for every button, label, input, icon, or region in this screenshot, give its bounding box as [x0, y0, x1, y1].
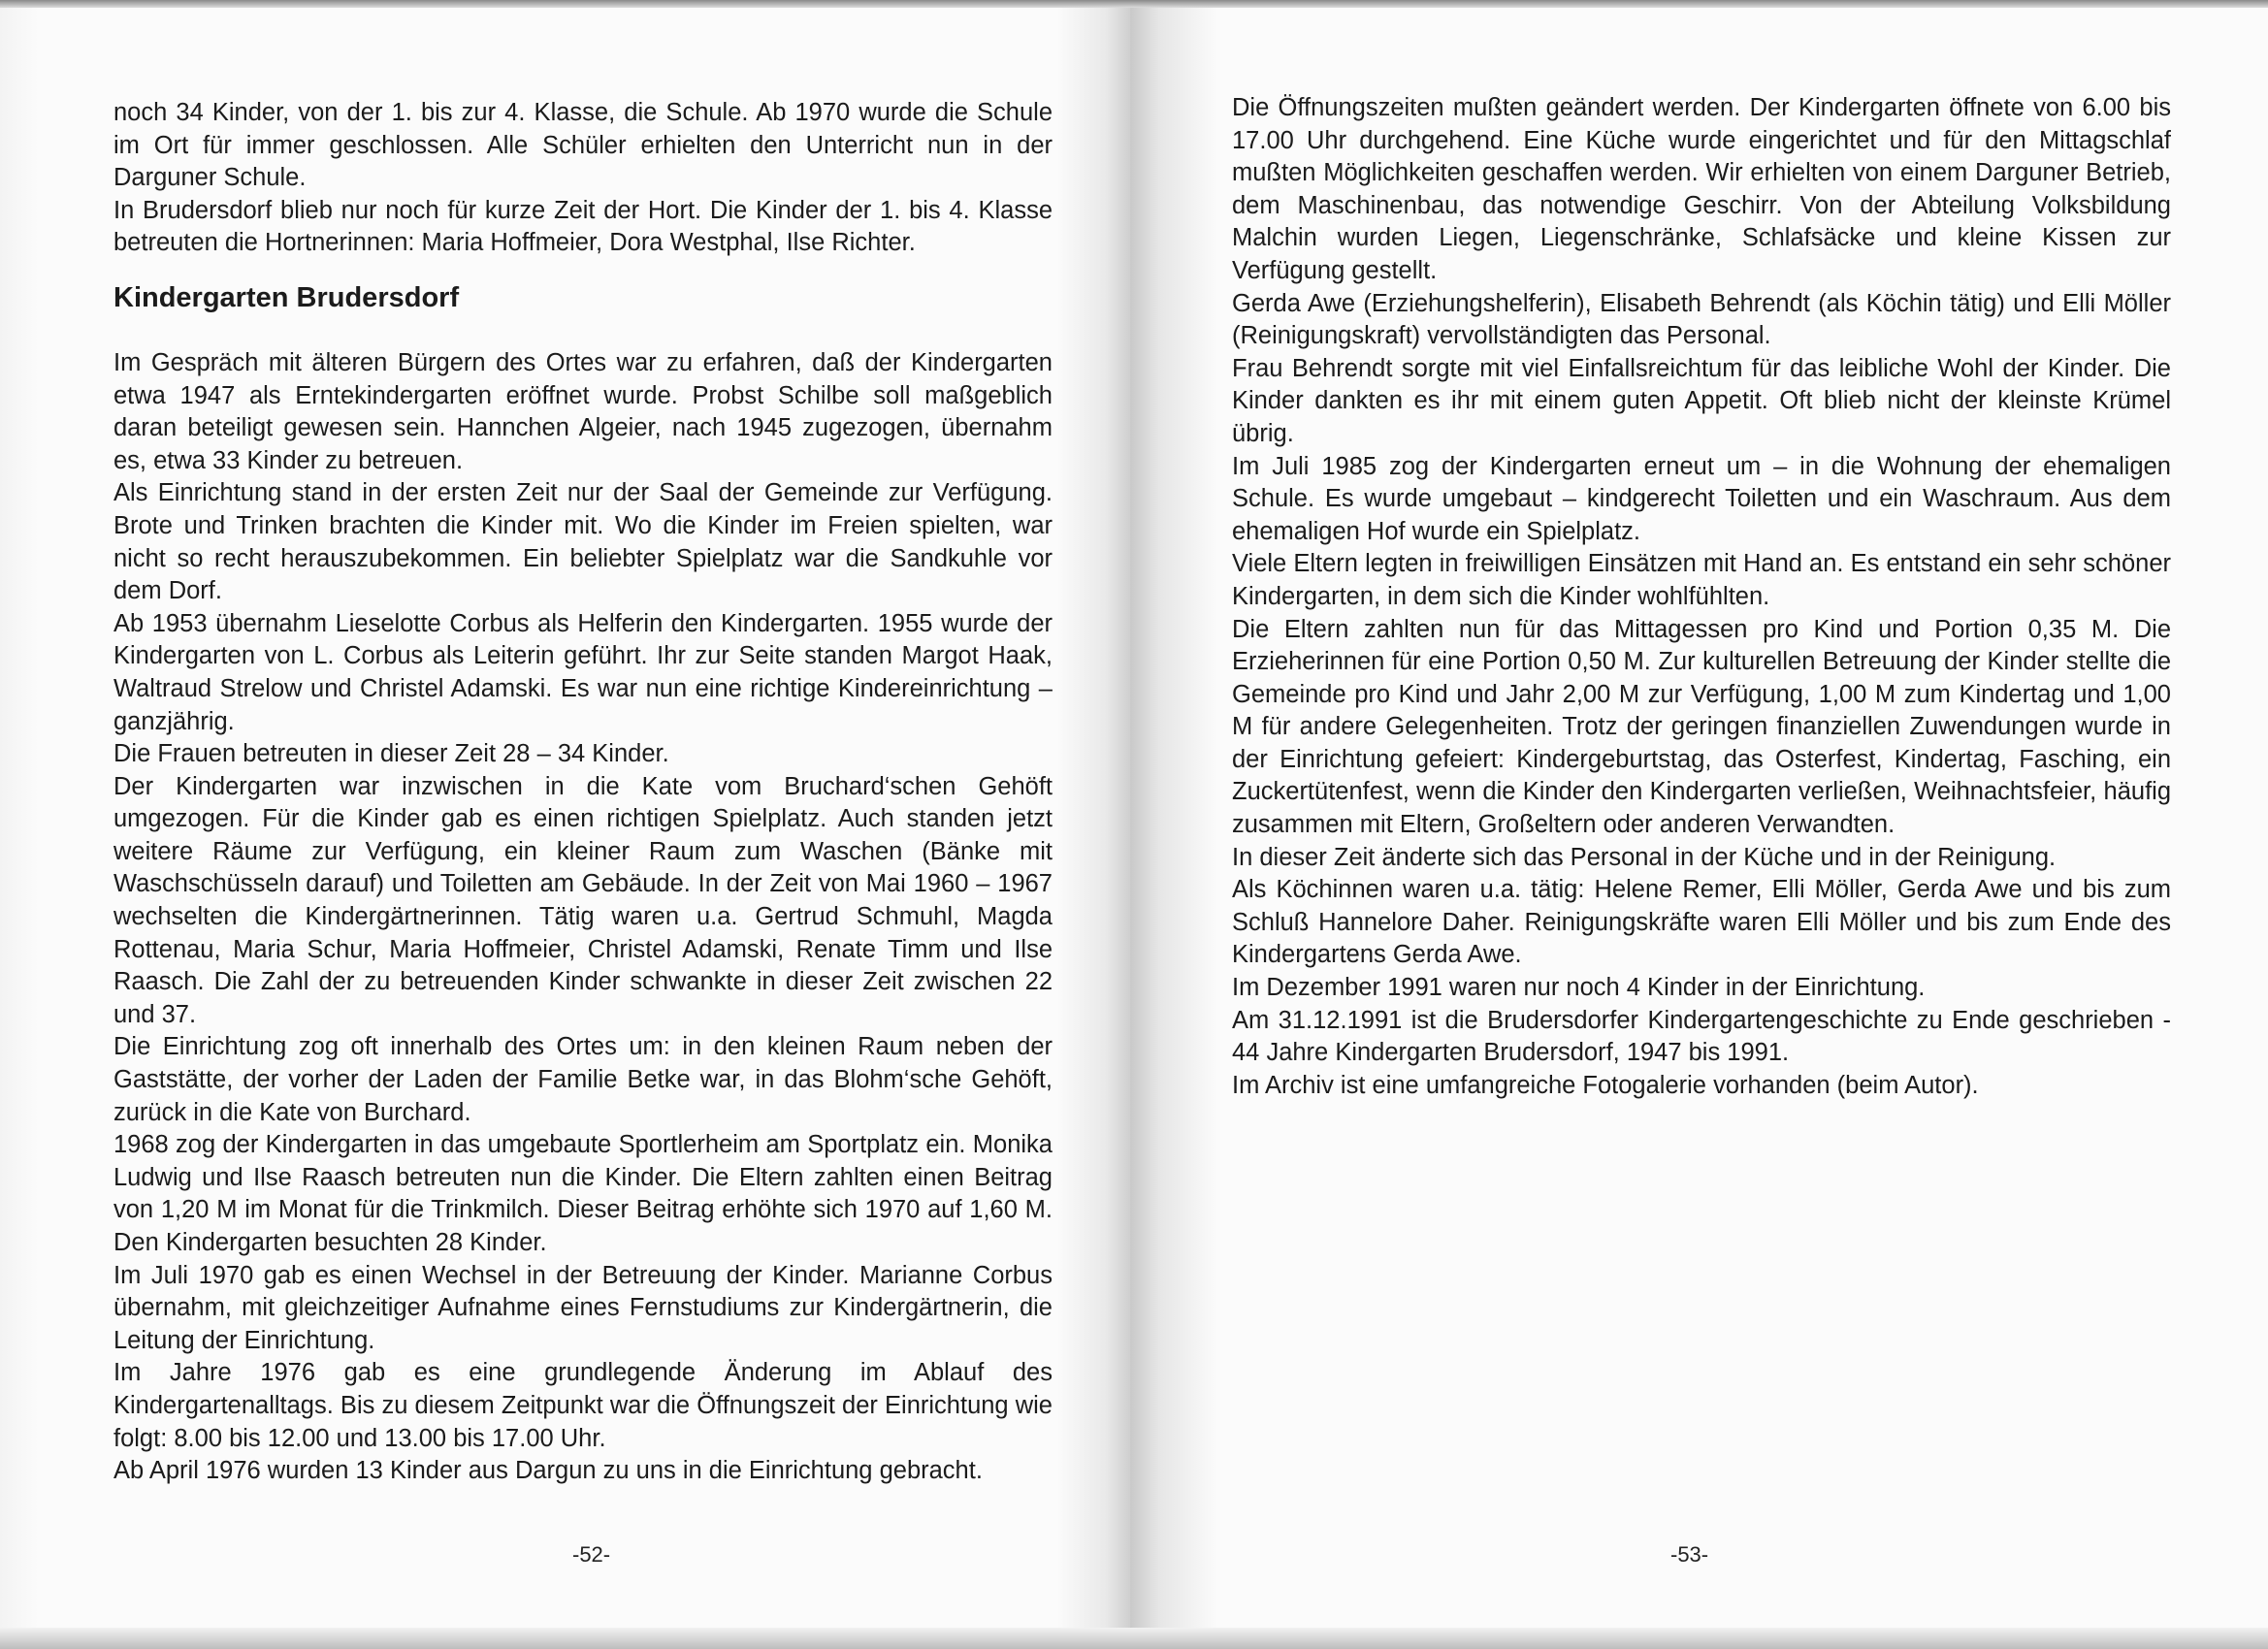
paragraph: Im Jahre 1976 gab es eine grundlegende Änderung im Ablauf des Kindergartenalltags. Bis zu diesem Zeitpunkt war die Öffnungszeit der Einrichtung wie folgt: 8.00 bis 12.00 und 13.00 bis 17.00 Uhr.	[113, 1359, 1053, 1452]
left-text-column	[113, 97, 1053, 1488]
scan-edge-bottom	[0, 1628, 2268, 1649]
paragraph: In Brudersdorf blieb nur noch für kurze Zeit der Hort. Die Kinder der 1. bis 4. Klasse betreuten die Hortnerinnen: Maria Hoffmeier, Dora Westphal, Ilse Richter.	[113, 196, 1053, 257]
paragraph: Die Eltern zahlten nun für das Mittagessen pro Kind und Portion 0,35 M. Die Erzieherinnen für eine Portion 0,50 M. Zur kulturellen Betreuung der Kinder stellte die Gemeinde pro Kind und Jahr 2,00 M zur Verfügung, 1,00 M zum Kindertag und 1,00 M für andere Gelegenheiten. Trotz der geringen finanziellen Zuwendungen wurde in der Einrichtung gefeiert: Kindergeburtstag, das Osterfest, Kindertag, Fasching, ein Zuckertütenfest, wenn die Kinder den Kindergarten verließen, Weihnachtsfeier, häufig zusammen mit Eltern, Großeltern oder anderen Verwandten.	[1232, 615, 2171, 839]
right-text-column	[1232, 92, 2171, 1102]
section-heading: Kindergarten Brudersdorf	[113, 281, 460, 313]
paragraph: Im Gespräch mit älteren Bürgern des Ortes war zu erfahren, daß der Kindergarten etwa 1947 als Erntekindergarten eröffnet wurde. Probst Schilbe soll maßgeblich daran beteiligt gewesen sein. Hannchen Algeier, nach 1945 zugezogen, übernahm es, etwa 33 Kinder zu betreuen.	[113, 348, 1053, 474]
paragraph: Die Frauen betreuten in dieser Zeit 28 – 34 Kinder.	[113, 740, 669, 768]
paragraph: Gerda Awe (Erziehungshelferin), Elisabeth Behrendt (als Köchin tätig) und Elli Möller (Reinigungskraft) vervollständigten das Personal.	[1232, 289, 2171, 350]
paragraph: 1968 zog der Kindergarten in das umgebaute Sportlerheim am Sportplatz ein. Monika Ludwig und Ilse Raasch betreuten nun die Kinder. Die Eltern zahlten einen Beitrag von 1,20 M im Monat für die Trinkmilch. Dieser Beitrag erhöhte sich 1970 auf 1,60 M. Den Kindergarten besuchten 28 Kinder.	[113, 1131, 1053, 1256]
paragraph: Der Kindergarten war inzwischen in die Kate vom Bruchard‘schen Gehöft umgezogen. Für die Kinder gab es einen richtigen Spielplatz. Auch standen jetzt weitere Räume zur Verfügung, ein kleiner Raum zum Waschen (Bänke mit Waschschüsseln darauf) und Toiletten am Gebäude. In der Zeit von Mai 1960 – 1967 wechselten die Kindergärtnerinnen. Tätig waren u.a. Gertrud Schmuhl, Magda Rottenau, Maria Schur, Maria Hoffmeier, Christel Adamski, Renate Timm und Ilse Raasch. Die Zahl der zu betreuenden Kinder schwankte in dieser Zeit zwischen 22 und 37.	[113, 772, 1053, 1028]
paragraph: Viele Eltern legten in freiwilligen Einsätzen mit Hand an. Es entstand ein sehr schöner Kindergarten, in dem sich die Kinder wohlfühlten.	[1232, 550, 2171, 610]
scan-edge-top	[0, 0, 2268, 8]
paragraph: Im Archiv ist eine umfangreiche Fotogalerie vorhanden (beim Autor).	[1232, 1071, 1979, 1099]
paragraph: Im Juli 1985 zog der Kindergarten erneut um – in die Wohnung der ehemaligen Schule. Es wurde umgebaut – kindgerecht Toiletten und ein Waschraum. Aus dem ehemaligen Hof wurde ein Spielplatz.	[1232, 452, 2171, 545]
left-page	[0, 0, 1130, 1649]
paragraph: Ab 1953 übernahm Lieselotte Corbus als Helferin den Kindergarten. 1955 wurde der Kindergarten von L. Corbus als Leiterin geführt. Ihr zur Seite standen Margot Haak, Waltraud Strelow und Christel Adamski. Es war nun eine richtige Kindereinrichtung – ganzjährig.	[113, 609, 1053, 735]
paragraph: Am 31.12.1991 ist die Brudersdorfer Kindergartengeschichte zu Ende geschrieben - 44 Jahre Kindergarten Brudersdorf, 1947 bis 1991.	[1232, 1006, 2171, 1067]
paragraph: Als Köchinnen waren u.a. tätig: Helene Remer, Elli Möller, Gerda Awe und bis zum Schluß Hannelore Daher. Reinigungskräfte waren Elli Möller und bis zum Ende des Kindergartens Gerda Awe.	[1232, 876, 2171, 969]
paragraph: Ab April 1976 wurden 13 Kinder aus Dargun zu uns in die Einrichtung gebracht.	[113, 1457, 983, 1485]
paragraph: Im Dezember 1991 waren nur noch 4 Kinder in der Einrichtung.	[1232, 974, 1926, 1002]
paragraph: Die Öffnungszeiten mußten geändert werden. Der Kindergarten öffnete von 6.00 bis 17.00 Uhr durchgehend. Eine Küche wurde eingerichtet und für den Mittagschlaf mußten Möglichkeiten geschaffen werden. Wir erhielten von einem Darguner Betrieb, dem Maschinenbau, das notwendige Geschirr. Von der Abteilung Volksbildung Malchin wurden Liegen, Liegenschränke, Schlafsäcke und kleine Kissen zur Verfügung gestellt.	[1232, 94, 2171, 284]
page-number: -53-	[1670, 1542, 1709, 1567]
right-page	[1130, 0, 2268, 1649]
paragraph: In dieser Zeit änderte sich das Personal in der Küche und in der Reinigung.	[1232, 843, 2057, 871]
paragraph: Als Einrichtung stand in der ersten Zeit nur der Saal der Gemeinde zur Verfügung. Brote und Trinken brachten die Kinder mit. Wo die Kinder im Freien spielten, war nicht so recht herauszubekommen. Ein beliebter Spielplatz war die Sandkuhle vor dem Dorf.	[113, 479, 1053, 605]
paragraph: Im Juli 1970 gab es einen Wechsel in der Betreuung der Kinder. Marianne Corbus übernahm, mit gleichzeitiger Aufnahme eines Fernstudiums zur Kindergärtnerin, die Leitung der Einrichtung.	[113, 1261, 1053, 1354]
paragraph: Frau Behrendt sorgte mit viel Einfallsreichtum für das leibliche Wohl der Kinder. Die Kinder dankten es ihr mit einem guten Appetit. Oft blieb nicht der kleinste Krümel übrig.	[1232, 354, 2171, 447]
paragraph: noch 34 Kinder, von der 1. bis zur 4. Klasse, die Schule. Ab 1970 wurde die Schule im Ort für immer geschlossen. Alle Schüler erhielten den Unterricht nun in der Darguner Schule.	[113, 99, 1053, 192]
paragraph: Die Einrichtung zog oft innerhalb des Ortes um: in den kleinen Raum neben der Gaststätte, der vorher der Laden der Familie Betke war, in das Blohm‘sche Gehöft, zurück in die Kate von Burchard.	[113, 1033, 1053, 1126]
page-number: -52-	[572, 1542, 611, 1567]
